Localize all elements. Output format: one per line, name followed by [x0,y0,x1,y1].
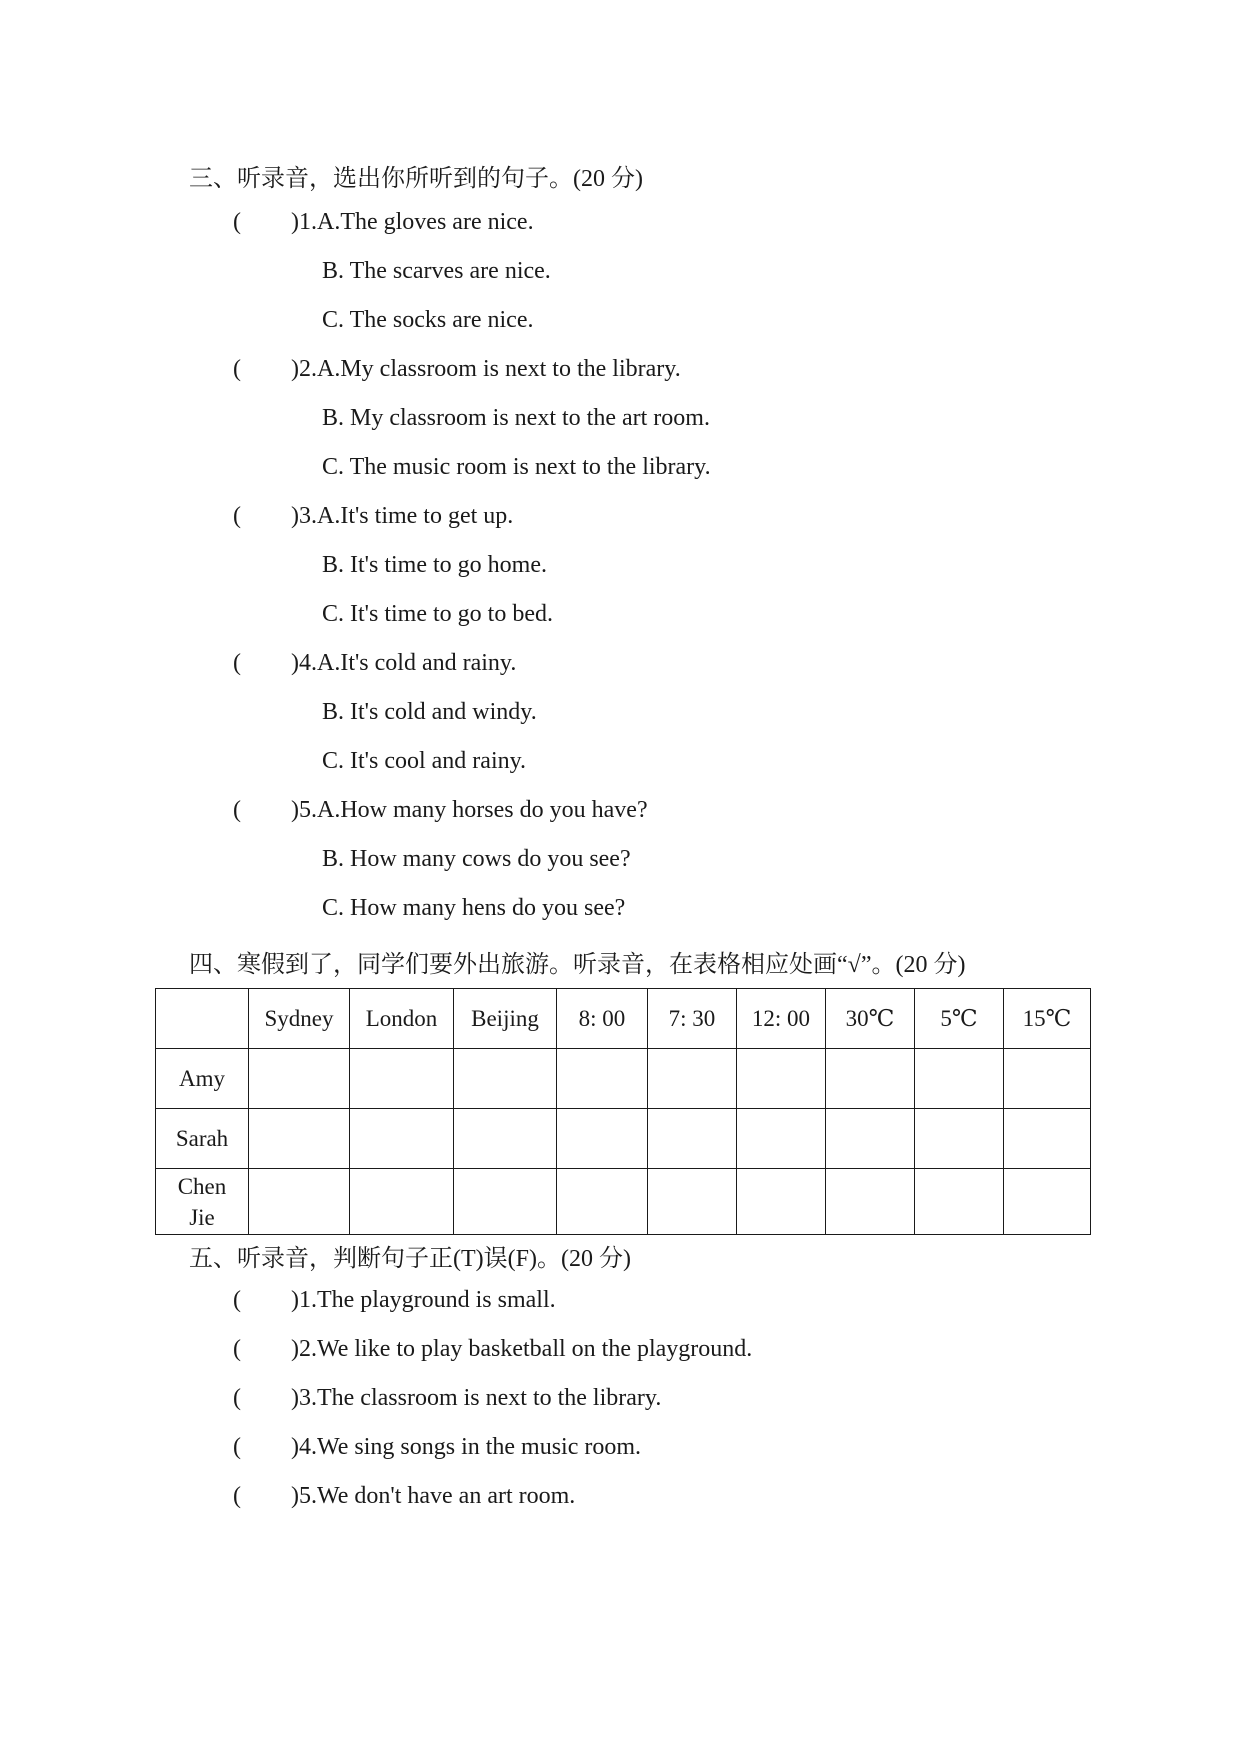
row-label: Sarah [156,1109,249,1169]
check-cell[interactable] [557,1109,648,1169]
s3-q4-option-b: B. It's cold and windy. [322,699,537,725]
s5-question-2 [233,1336,752,1363]
question-stem: )1.A.The gloves are nice. [291,209,534,235]
question-stem: )4.A.It's cold and rainy. [291,650,517,676]
s3-q5-option-c: C. How many hens do you see? [322,895,626,921]
header-cell: 12: 00 [737,989,826,1049]
answer-blank[interactable]: ( [233,1385,241,1411]
check-cell[interactable] [249,1169,350,1235]
answer-blank[interactable]: ( [233,1336,241,1362]
answer-blank[interactable]: ( [233,503,241,529]
question-stem: )4.We sing songs in the music room. [291,1434,642,1460]
section3-title: 三、听录音，选出你所听到的句子。(20 分) [189,166,643,192]
check-cell[interactable] [826,1049,915,1109]
s3-question-1 [233,209,534,236]
s5-question-3 [233,1385,661,1412]
table-row [156,1049,1091,1109]
question-stem: )2.A.My classroom is next to the library. [291,356,681,382]
s5-question-4 [233,1434,641,1461]
check-cell[interactable] [454,1049,557,1109]
question-stem: )3.A.It's time to get up. [291,503,514,529]
check-cell[interactable] [648,1169,737,1235]
question-stem: )2.We like to play basketball on the playground. [291,1336,753,1362]
check-cell[interactable] [648,1049,737,1109]
answer-blank[interactable]: ( [233,1434,241,1460]
s3-q1-option-b: B. The scarves are nice. [322,258,551,284]
answer-blank[interactable]: ( [233,650,241,676]
row-label: Chen Jie [156,1169,249,1235]
question-stem: )1.The playground is small. [291,1287,556,1313]
s3-question-3 [233,503,513,530]
check-cell[interactable] [737,1109,826,1169]
check-cell[interactable] [1004,1049,1091,1109]
header-cell: London [350,989,454,1049]
section4-title: 四、寒假到了，同学们要外出旅游。听录音，在表格相应处画“√”。(20 分) [189,952,966,978]
section5-title: 五、听录音，判断句子正(T)误(F)。(20 分) [189,1246,631,1272]
check-cell[interactable] [826,1109,915,1169]
header-cell [156,989,249,1049]
check-cell[interactable] [737,1049,826,1109]
s3-q2-option-b: B. My classroom is next to the art room. [322,405,710,431]
header-cell: 8: 00 [557,989,648,1049]
header-cell: Sydney [249,989,350,1049]
question-stem: )3.The classroom is next to the library. [291,1385,662,1411]
answer-blank[interactable]: ( [233,1287,241,1313]
check-cell[interactable] [648,1109,737,1169]
check-cell[interactable] [557,1049,648,1109]
check-cell[interactable] [454,1169,557,1235]
table-header-row [156,989,1091,1049]
check-cell[interactable] [350,1049,454,1109]
row-label: Amy [156,1049,249,1109]
table-row [156,1109,1091,1169]
check-cell[interactable] [350,1109,454,1169]
s3-question-4 [233,650,516,677]
s5-question-5 [233,1483,575,1510]
check-cell[interactable] [249,1049,350,1109]
answer-blank[interactable]: ( [233,356,241,382]
check-cell[interactable] [249,1109,350,1169]
s3-question-5 [233,797,648,824]
header-cell: 5℃ [915,989,1004,1049]
s3-q1-option-c: C. The socks are nice. [322,307,534,333]
answer-blank[interactable]: ( [233,1483,241,1509]
answer-blank[interactable]: ( [233,209,241,235]
answer-blank[interactable]: ( [233,797,241,823]
question-stem: )5.A.How many horses do you have? [291,797,648,823]
table-row [156,1169,1091,1235]
check-cell[interactable] [915,1049,1004,1109]
header-cell: 7: 30 [648,989,737,1049]
check-cell[interactable] [350,1169,454,1235]
s3-q2-option-c: C. The music room is next to the library. [322,454,711,480]
header-cell: 30℃ [826,989,915,1049]
check-cell[interactable] [737,1169,826,1235]
check-cell[interactable] [1004,1169,1091,1235]
check-cell[interactable] [557,1169,648,1235]
check-cell[interactable] [915,1169,1004,1235]
check-cell[interactable] [454,1109,557,1169]
question-stem: )5.We don't have an art room. [291,1483,576,1509]
s3-q4-option-c: C. It's cool and rainy. [322,748,527,774]
check-cell[interactable] [1004,1109,1091,1169]
check-cell[interactable] [915,1109,1004,1169]
s5-question-1 [233,1287,556,1314]
header-cell: Beijing [454,989,557,1049]
check-cell[interactable] [826,1169,915,1235]
s3-q3-option-c: C. It's time to go to bed. [322,601,553,627]
header-cell: 15℃ [1004,989,1091,1049]
s3-q3-option-b: B. It's time to go home. [322,552,547,578]
travel-table [155,988,1091,1235]
s3-q5-option-b: B. How many cows do you see? [322,846,631,872]
s3-question-2 [233,356,681,383]
